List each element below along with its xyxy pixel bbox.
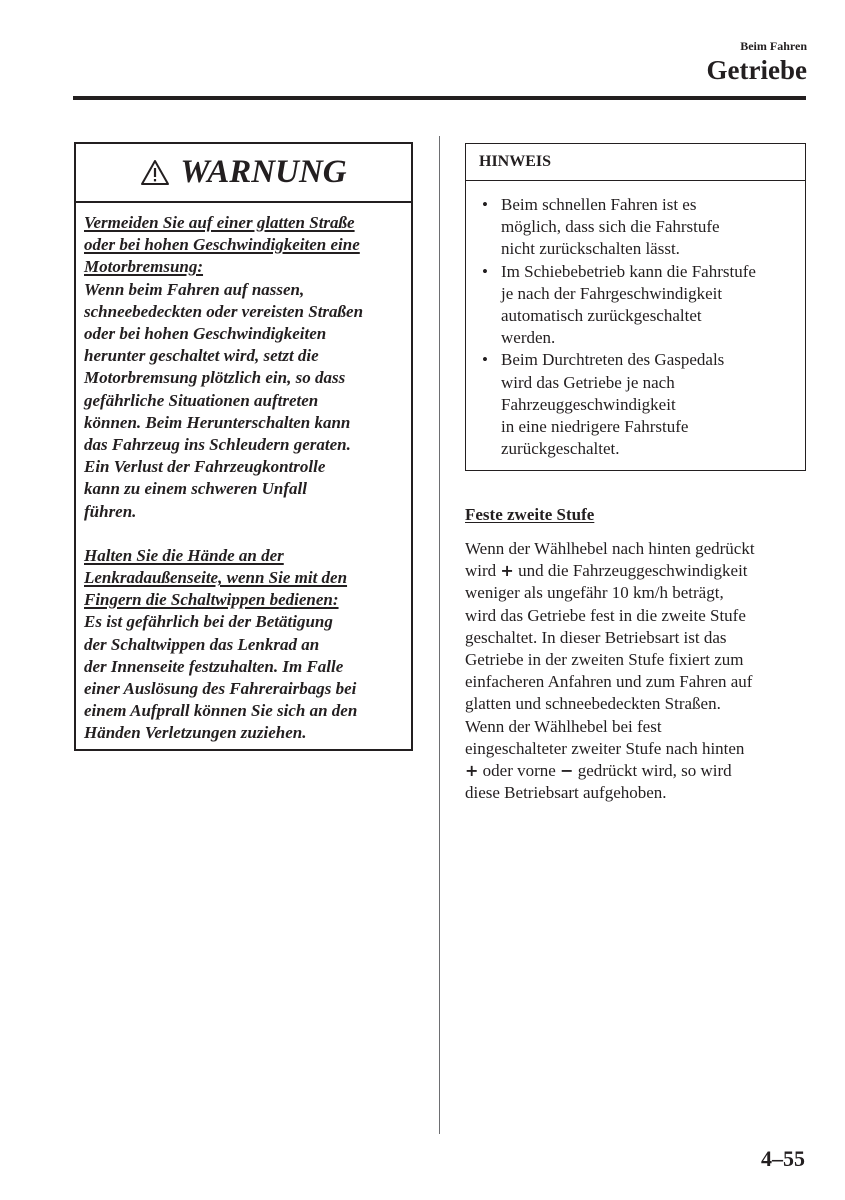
warning-body bbox=[76, 203, 411, 745]
warning-text-line: oder bei hohen Geschwindigkeiten bbox=[84, 324, 327, 344]
warning-text-line: das Fahrzeug ins Schleudern geraten. bbox=[84, 435, 351, 455]
section-body bbox=[465, 538, 810, 804]
warning-title: WARNUNG bbox=[180, 154, 347, 190]
note-line: nicht zurückschalten lässt. bbox=[501, 239, 680, 259]
plus-icon: + bbox=[500, 561, 514, 581]
note-list-item bbox=[466, 349, 805, 460]
note-line: Beim schnellen Fahren ist es bbox=[501, 195, 697, 214]
note-list-item bbox=[466, 194, 805, 261]
warning-text-line: Ein Verlust der Fahrzeugkontrolle bbox=[84, 457, 326, 477]
body-line: geschaltet. In dieser Betriebsart ist das bbox=[465, 627, 727, 647]
header-rule bbox=[73, 96, 806, 100]
minus-icon: − bbox=[560, 761, 574, 781]
body-text-fragment: und die Fahrzeuggeschwindigkeit bbox=[518, 561, 748, 581]
note-list bbox=[466, 181, 805, 460]
warning-text-line: Motorbremsung plötzlich ein, so dass bbox=[84, 368, 346, 388]
warning-text-line: kann zu einem schweren Unfall bbox=[84, 479, 307, 499]
warning-text-line: gefährliche Situationen auftreten bbox=[84, 390, 319, 410]
body-line: Wenn der Wählhebel nach hinten gedrückt bbox=[465, 539, 755, 558]
note-line: wird das Getriebe je nach bbox=[501, 372, 675, 392]
body-text-fragment: oder vorne bbox=[482, 761, 556, 781]
note-line: automatisch zurückgeschaltet bbox=[501, 306, 702, 326]
body-line: Getriebe in der zweiten Stufe fixiert zum bbox=[465, 650, 744, 670]
warning-heading-line: Halten Sie die Hände an der bbox=[84, 545, 284, 565]
warning-heading-line: Lenkradaußenseite, wenn Sie mit den bbox=[84, 568, 348, 588]
note-line: Fahrzeuggeschwindigkeit bbox=[501, 394, 676, 414]
note-line: möglich, dass sich die Fahrstufe bbox=[501, 217, 720, 237]
body-line: Wenn der Wählhebel bei fest bbox=[465, 716, 662, 736]
warning-text-line: der Schaltwippen das Lenkrad an bbox=[84, 634, 320, 654]
warning-text-line: führen. bbox=[84, 501, 137, 521]
warning-text-line: einer Auslösung des Fahrerairbags bei bbox=[84, 679, 357, 699]
running-header-section: Beim Fahren bbox=[740, 39, 807, 53]
warning-text-line: herunter geschaltet wird, setzt die bbox=[84, 346, 319, 366]
note-list-item bbox=[466, 261, 805, 350]
body-text-fragment: wird bbox=[465, 561, 497, 581]
page-number: 4–55 bbox=[761, 1146, 805, 1171]
warning-text-line: können. Beim Herunterschalten kann bbox=[84, 412, 351, 432]
warning-header bbox=[76, 144, 411, 203]
body-text-fragment: gedrückt wird, so wird bbox=[577, 761, 732, 781]
warning-text-line: Es ist gefährlich bei der Betätigung bbox=[84, 612, 333, 632]
note-line: werden. bbox=[501, 328, 556, 348]
note-line: Im Schiebebetrieb kann die Fahrstufe bbox=[501, 261, 756, 281]
body-line bbox=[465, 560, 810, 582]
note-line: je nach der Fahrgeschwindigkeit bbox=[501, 283, 723, 303]
plus-icon: + bbox=[465, 761, 479, 781]
warning-heading-line: Vermeiden Sie auf einer glatten Straße bbox=[84, 213, 355, 232]
note-line: in eine niedrigere Fahrstufe bbox=[501, 417, 689, 437]
warning-text-line: Wenn beim Fahren auf nassen, bbox=[84, 279, 305, 299]
body-line: diese Betriebsart aufgehoben. bbox=[465, 783, 667, 803]
note-box bbox=[465, 143, 806, 471]
body-line: glatten und schneebedeckten Straßen. bbox=[465, 694, 721, 714]
warning-text-line: einem Aufprall können Sie sich an den bbox=[84, 701, 358, 721]
bullet-icon: • bbox=[482, 261, 488, 281]
body-line bbox=[465, 760, 810, 782]
note-line: zurückgeschaltet. bbox=[501, 439, 620, 459]
bullet-icon: • bbox=[482, 350, 488, 370]
warning-box bbox=[74, 142, 413, 751]
page-title: Getriebe bbox=[706, 55, 807, 85]
body-line: eingeschalteter zweiter Stufe nach hinten bbox=[465, 738, 745, 758]
bullet-icon: • bbox=[482, 195, 488, 214]
section-heading: Feste zweite Stufe bbox=[465, 505, 595, 524]
warning-triangle-icon bbox=[140, 159, 170, 186]
body-line: wird das Getriebe fest in die zweite Stufe bbox=[465, 605, 746, 625]
body-line: einfacheren Anfahren und zum Fahren auf bbox=[465, 672, 753, 692]
column-divider bbox=[439, 136, 440, 1134]
note-line: Beim Durchtreten des Gaspedals bbox=[501, 350, 725, 370]
block-gap bbox=[84, 523, 403, 545]
warning-heading-line: oder bei hohen Geschwindigkeiten eine bbox=[84, 235, 360, 255]
note-title: HINWEIS bbox=[466, 144, 805, 181]
warning-heading-line: Motorbremsung: bbox=[84, 257, 204, 277]
body-lines bbox=[465, 582, 810, 760]
warning-text-line: der Innenseite festzuhalten. Im Falle bbox=[84, 656, 344, 676]
warning-heading-line: Fingern die Schaltwippen bedienen: bbox=[84, 590, 339, 610]
warning-text-line: schneebedeckten oder vereisten Straßen bbox=[84, 301, 364, 321]
warning-text-line: Händen Verletzungen zuziehen. bbox=[84, 723, 307, 743]
body-line: weniger als ungefähr 10 km/h beträgt, bbox=[465, 583, 724, 603]
